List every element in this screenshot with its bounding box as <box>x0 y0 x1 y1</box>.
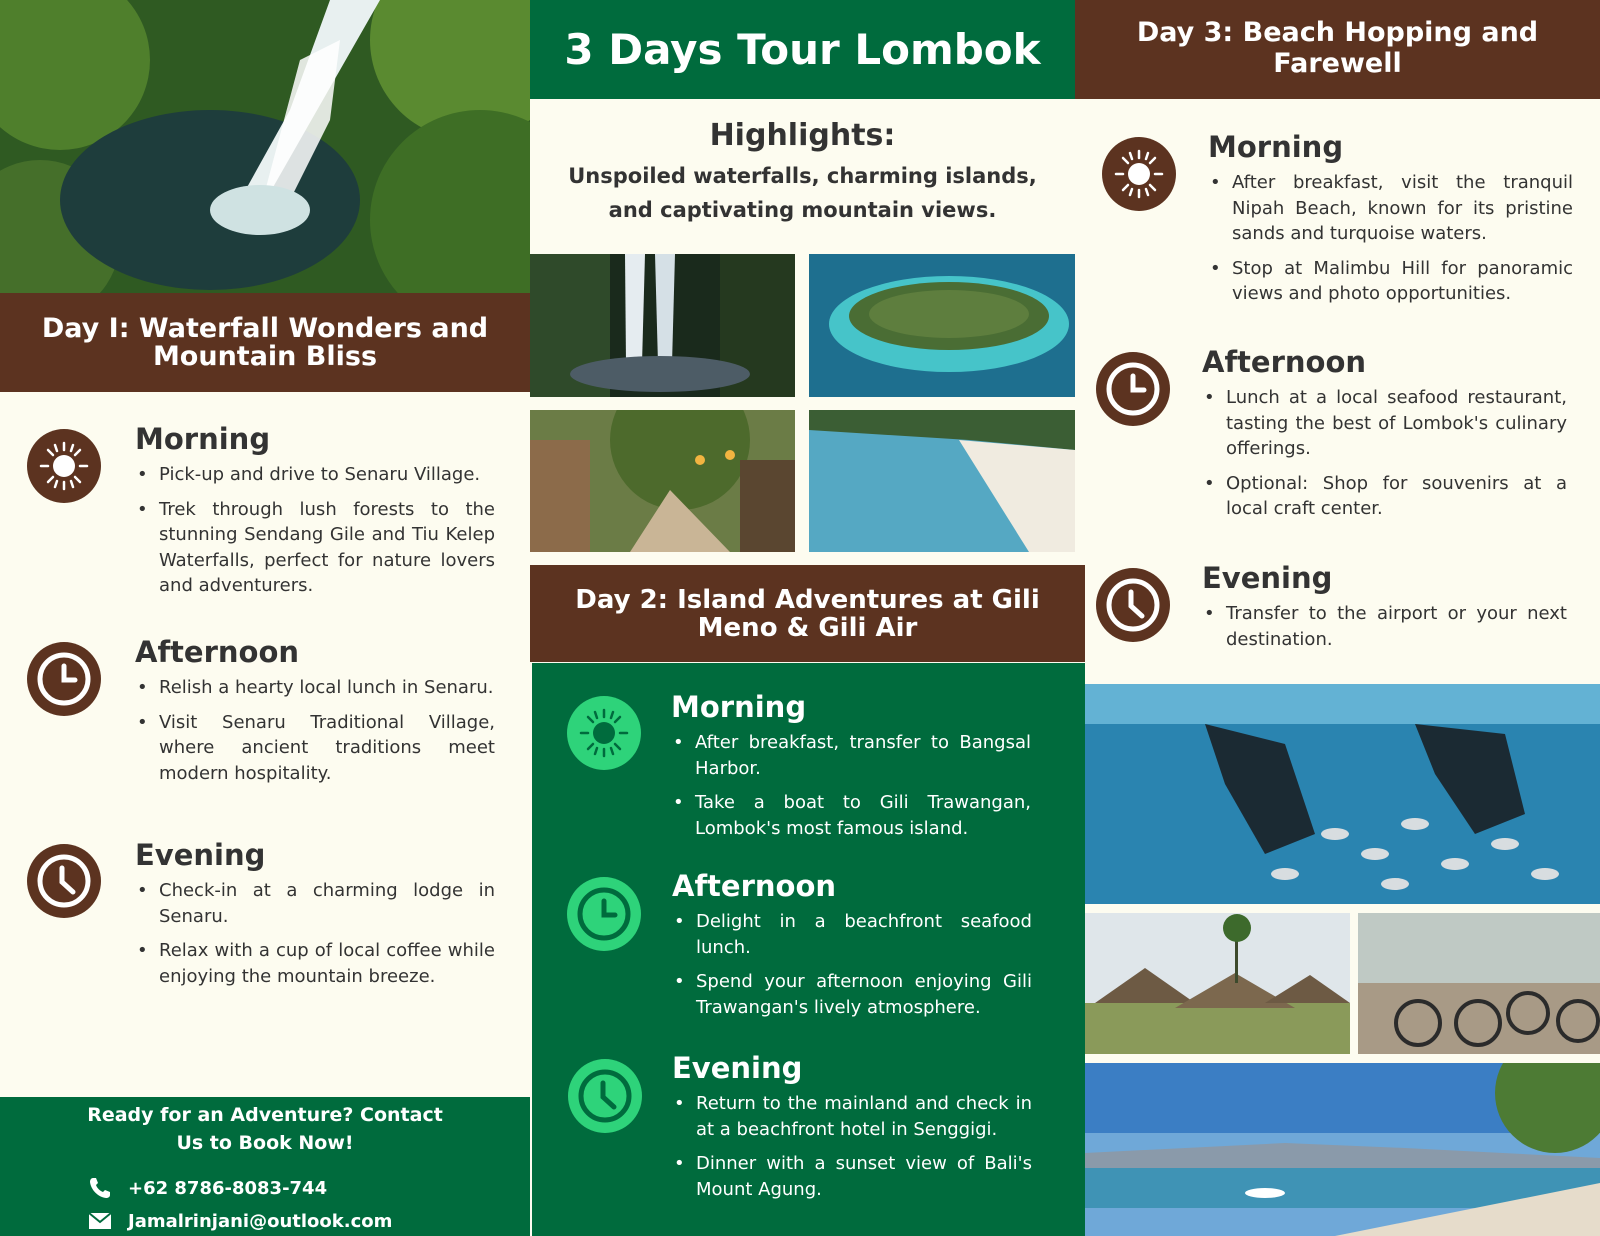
highlights-heading: Highlights: <box>709 118 896 153</box>
page-title: 3 Days Tour Lombok <box>530 0 1075 99</box>
day2-evening <box>672 1051 1032 1211</box>
beach-aerial-photo <box>809 410 1075 552</box>
day3-morning <box>1208 130 1573 316</box>
beach-boat-photo <box>1085 1063 1600 1236</box>
clock-icon <box>567 877 641 951</box>
sun-icon <box>27 429 101 503</box>
day3-afternoon-heading: Afternoon <box>1202 345 1367 379</box>
list-item: • Transfer to the airport or your next destination. <box>1202 601 1567 652</box>
list-item: • Trek through lush forests to the stunning Sendang Gile and Tiu Kelep Waterfalls, perfect for nature lovers and adventurers. <box>135 497 495 599</box>
list-item: • Optional: Shop for souvenirs at a local craft center. <box>1202 471 1567 522</box>
list-item: • Dinner with a sunset view of Bali's Mount Agung. <box>672 1151 1032 1202</box>
list-item: • Stop at Malimbu Hill for panoramic views and photo opportunities. <box>1208 256 1573 307</box>
day1-morning-heading: Morning <box>135 422 271 456</box>
contact-footer <box>0 1097 530 1236</box>
phone-row[interactable] <box>88 1176 327 1200</box>
thatched-huts-photo <box>1085 913 1350 1054</box>
sun-icon <box>567 696 641 770</box>
day2-title: Day 2: Island Adventures at Gili Meno & Gili Air <box>530 565 1085 662</box>
list-item: • Relax with a cup of local coffee while enjoying the mountain breeze. <box>135 938 495 989</box>
list-item: • Take a boat to Gili Trawangan, Lombok's most famous island. <box>671 790 1031 841</box>
email-row[interactable] <box>88 1209 392 1233</box>
list-item: • After breakfast, visit the tranquil Nipah Beach, known for its pristine sands and turquoise waters. <box>1208 170 1573 247</box>
list-item: • Check-in at a charming lodge in Senaru. <box>135 878 495 929</box>
day2-morning <box>671 690 1031 850</box>
day2-evening-heading: Evening <box>672 1051 803 1085</box>
highlights <box>530 118 1075 227</box>
bicycles-photo <box>1358 913 1600 1054</box>
day3-afternoon <box>1202 345 1567 531</box>
list-item: • Return to the mainland and check in at a beachfront hotel in Senggigi. <box>672 1091 1032 1142</box>
contact-cta: Ready for an Adventure? Contact Us to Book Now! <box>87 1104 443 1154</box>
day1-morning <box>135 422 495 608</box>
evening-clock-icon <box>27 844 101 918</box>
email-address[interactable]: Jamalrinjani@outlook.com <box>128 1210 393 1232</box>
day3-evening <box>1202 561 1567 661</box>
list-item: • Relish a hearty local lunch in Senaru. <box>135 675 495 701</box>
clock-icon <box>27 642 101 716</box>
list-item: • Spend your afternoon enjoying Gili Trawangan's lively atmosphere. <box>672 969 1032 1020</box>
highlights-text: Unspoiled waterfalls, charming islands, and captivating mountain views. <box>568 164 1037 222</box>
day2-afternoon <box>672 869 1032 1029</box>
phone-number[interactable]: +62 8786-8083-744 <box>128 1177 328 1199</box>
clock-icon <box>1096 352 1170 426</box>
day1-evening-heading: Evening <box>135 838 266 872</box>
waterfall-night-photo <box>530 254 795 397</box>
day2-afternoon-heading: Afternoon <box>672 869 837 903</box>
day1-evening <box>135 838 495 998</box>
phone-icon <box>88 1176 112 1200</box>
street-cafe-photo <box>530 410 795 552</box>
list-item: • After breakfast, transfer to Bangsal Harbor. <box>671 730 1031 781</box>
day1-afternoon-heading: Afternoon <box>135 635 300 669</box>
evening-clock-icon <box>568 1059 642 1133</box>
evening-clock-icon <box>1096 568 1170 642</box>
day1-title: Day I: Waterfall Wonders and Mountain Bliss <box>0 293 530 392</box>
list-item: • Delight in a beachfront seafood lunch. <box>672 909 1032 960</box>
day3-morning-heading: Morning <box>1208 130 1344 164</box>
mail-icon <box>88 1209 112 1233</box>
list-item: • Pick-up and drive to Senaru Village. <box>135 462 495 488</box>
sun-icon <box>1102 137 1176 211</box>
list-item: • Lunch at a local seafood restaurant, tasting the best of Lombok's culinary offerings. <box>1202 385 1567 462</box>
day3-evening-heading: Evening <box>1202 561 1333 595</box>
island-aerial-photo <box>809 254 1075 397</box>
list-item: • Visit Senaru Traditional Village, where ancient traditions meet modern hospitality. <box>135 710 495 787</box>
snorkeling-photo <box>1085 684 1600 904</box>
day3-title: Day 3: Beach Hopping and Farewell <box>1075 0 1600 99</box>
day1-afternoon <box>135 635 495 795</box>
waterfall-photo <box>0 0 530 293</box>
day2-morning-heading: Morning <box>671 690 807 724</box>
